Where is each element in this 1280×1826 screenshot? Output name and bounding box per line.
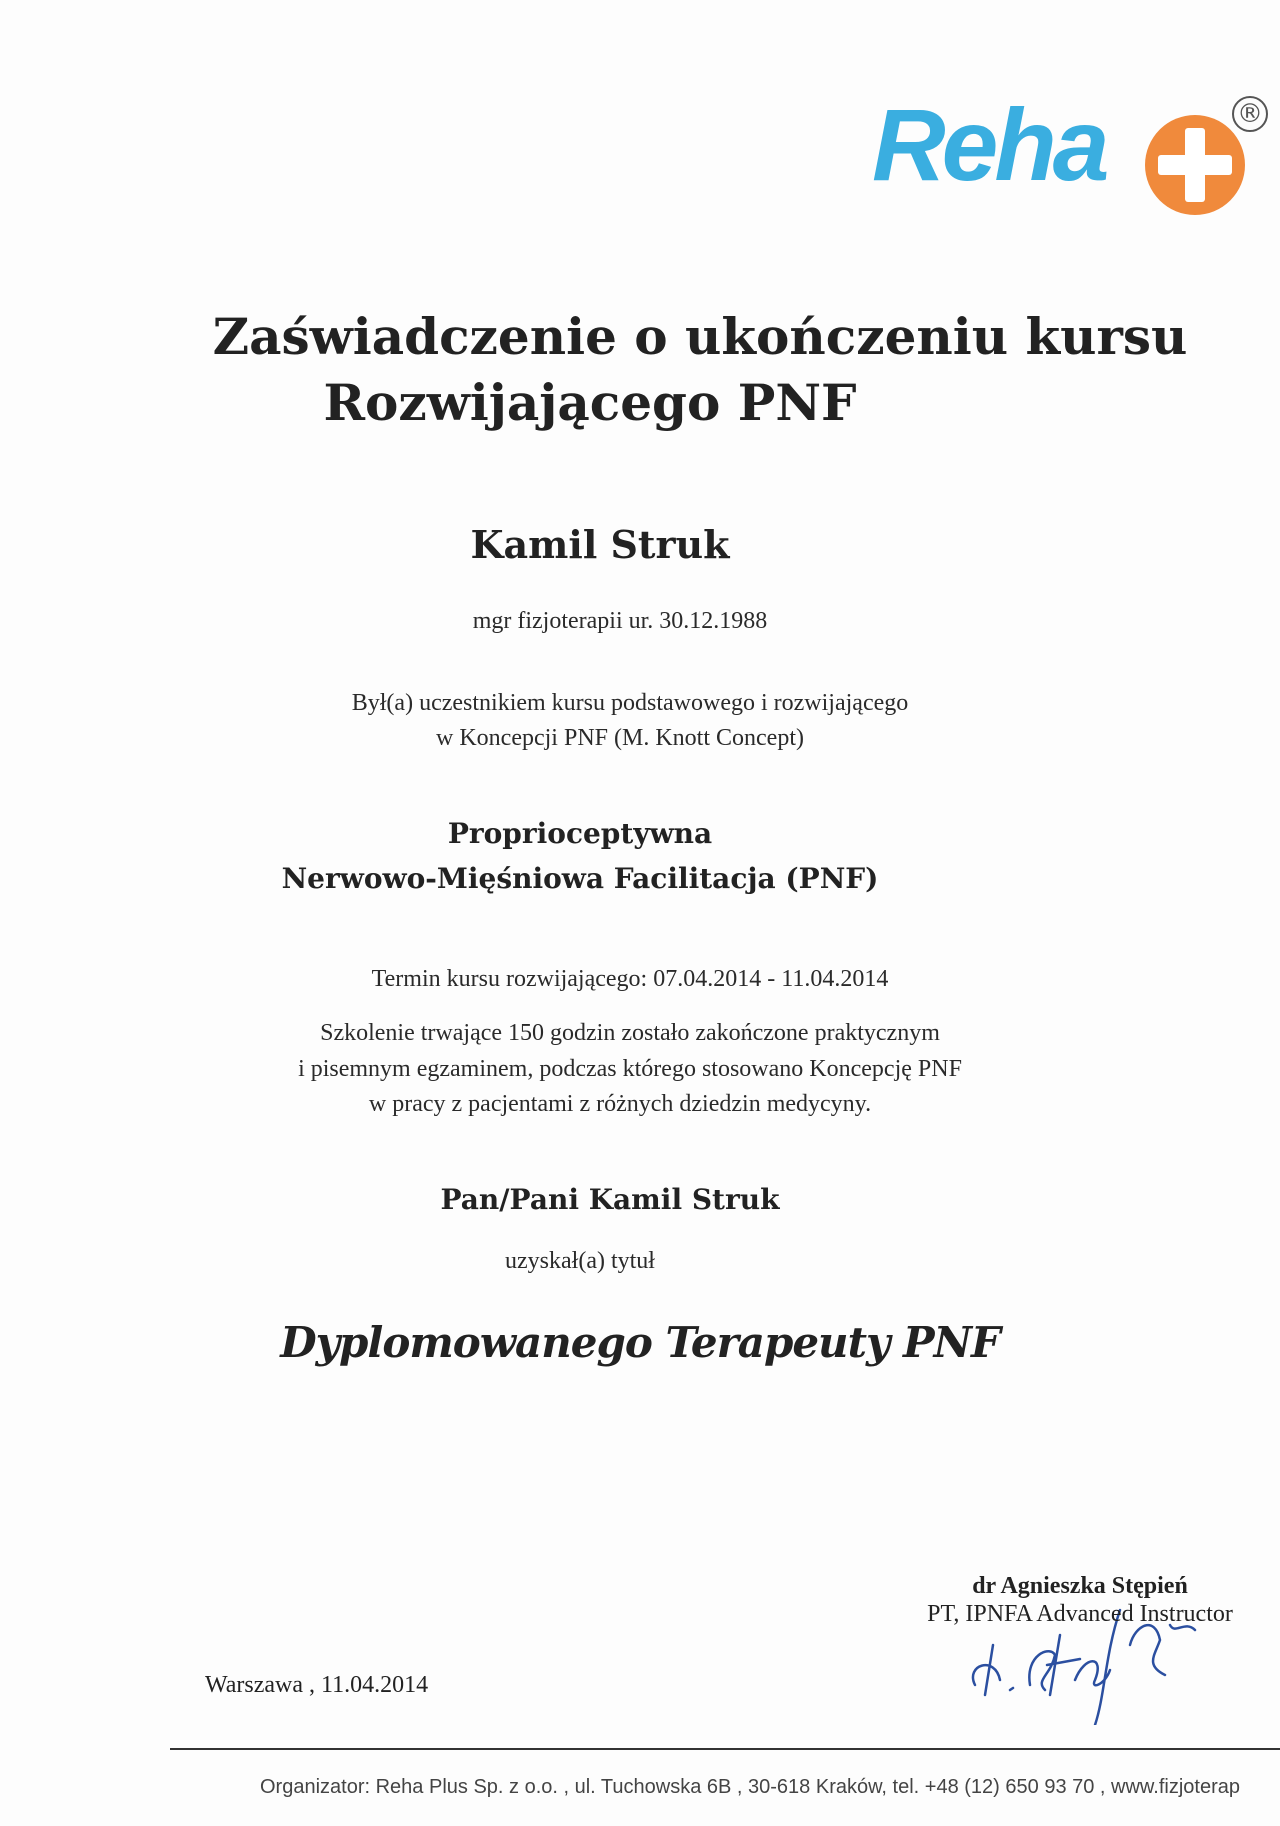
award-verb: uzyskał(a) tytuł: [505, 1248, 655, 1274]
course-term: Termin kursu rozwijającego: 07.04.2014 - 11.04.2014: [371, 966, 889, 992]
participant-name: Kamil Struk: [470, 522, 730, 567]
award-title: Dyplomowanego Terapeuty PNF: [280, 1318, 1000, 1367]
signer-role: PT, IPNFA Advanced Instructor: [927, 1601, 1233, 1627]
place-and-date: Warszawa , 11.04.2014: [205, 1672, 429, 1698]
training-line2: i pisemnym egzaminem, podczas którego stosowano Koncepcję PNF: [298, 1056, 962, 1082]
registered-mark: ®: [1232, 96, 1268, 132]
participation-line2: w Koncepcji PNF (M. Knott Concept): [436, 725, 804, 751]
footer-divider: [170, 1748, 1280, 1750]
participant-details: mgr fizjoterapii ur. 30.12.1988: [472, 608, 768, 634]
course-name-line2: Nerwowo-Mięśniowa Facilitacja (PNF): [281, 862, 879, 895]
award-recipient: Pan/Pani Kamil Struk: [440, 1183, 780, 1216]
participation-line1: Był(a) uczestnikiem kursu podstawowego i rozwijającego: [351, 690, 909, 716]
plus-circle-icon: [1140, 110, 1250, 220]
signer-name: dr Agnieszka Stępień: [972, 1573, 1188, 1599]
certificate-title-line1: Zaświadczenie o ukończeniu kursu: [212, 307, 1188, 366]
training-line1: Szkolenie trwające 150 godzin zostało zakończone praktycznym: [320, 1020, 940, 1046]
reha-plus-logo: [860, 88, 1280, 222]
certificate-title-line2: Rozwijającego PNF: [323, 373, 857, 432]
training-line3: w pracy z pacjentami z różnych dziedzin medycyny.: [368, 1091, 872, 1117]
course-name-line1: Proprioceptywna: [447, 817, 713, 850]
organizer-footer: Organizator: Reha Plus Sp. z o.o. , ul. Tuchowska 6B , 30-618 Kraków, tel. +48 (12) 650 93 70 , www.fizjoterap: [260, 1776, 1240, 1798]
logo-wordmark: Reha: [872, 88, 1106, 202]
